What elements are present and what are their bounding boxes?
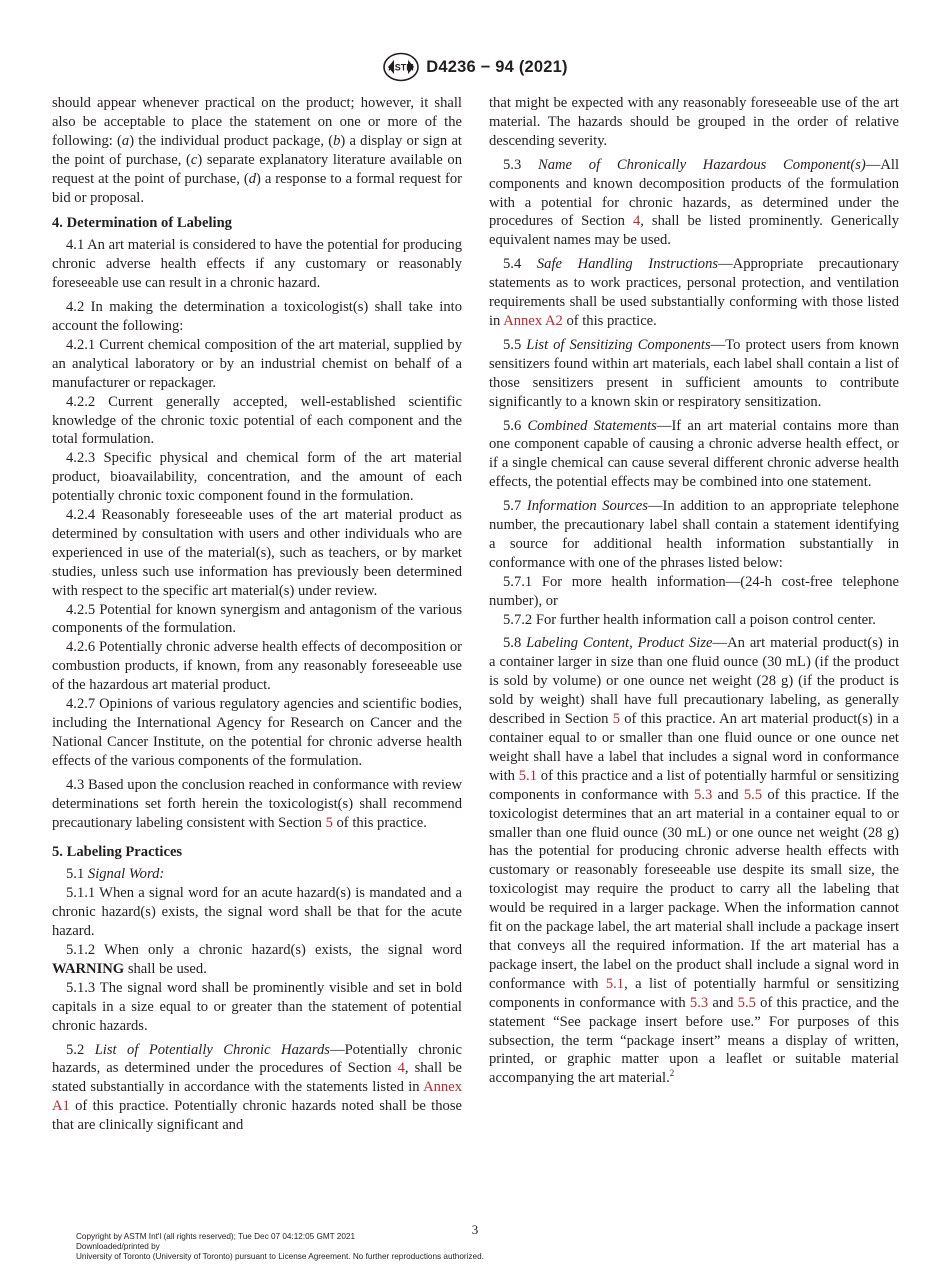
paragraph-5-1: 5.1 Signal Word: [66, 866, 165, 883]
svg-text:ASTM: ASTM [388, 62, 415, 73]
cross-reference-link[interactable]: 5.1 [518, 767, 537, 784]
page-header [0, 52, 950, 82]
cross-reference-link[interactable]: Annex A2 [503, 312, 563, 329]
continued-paragraph: that might be expected with any reasonably foreseeable use of the art material. The hazards should be grouped in the order of relative descending severity. [489, 95, 899, 149]
paragraph-5-2: 5.2 List of Potentially Chronic Hazards—Potentially chronic hazards, as determined under the procedures of Section 4, shall be stated substantially in accordance with the statements listed in Annex A1 of this practice. Potentially chronic hazards noted shall be those that are clinically significant and [52, 1041, 462, 1134]
cross-reference-link[interactable]: 5.5 [743, 786, 763, 803]
cross-reference-link[interactable]: Annex A1 [52, 1079, 462, 1115]
paragraph-4-2-5: 4.2.5 Potential for known synergism and antagonism of the various components of the formulation. [52, 601, 462, 637]
paragraph-5-4: 5.4 Safe Handling Instructions—Appropriate precautionary statements as to work practices, personal protection, and ventilation requirements shall be used substantially conforming with those listed in Annex A2 of this practice. [489, 256, 899, 329]
paragraph-4-2-3: 4.2.3 Specific physical and chemical form of the art material product, bioavailability, concentration, and the amount of each potentially chronic toxic component found in the formulation. [52, 450, 462, 505]
paragraph-5-7-1: 5.7.1 For more health information—(24-h cost-free telephone number), or [489, 573, 899, 609]
cross-reference-link[interactable]: 5.3 [694, 786, 713, 803]
cross-reference-link[interactable]: 4 [632, 213, 641, 230]
page-number: 3 [471, 1222, 479, 1237]
astm-logo-icon [382, 52, 420, 82]
cross-reference-link[interactable]: 5 [325, 814, 333, 831]
footnote-marker: 2 [669, 1068, 675, 1079]
paragraph-4-2-7: 4.2.7 Opinions of various regulatory agencies and scientific bodies, including the International Agency for Research on Cancer and the National Cancer Institute, on the potential for chronic adverse health effects of the various components of the formulation. [52, 696, 462, 769]
paragraph-4-2-4: 4.2.4 Reasonably foreseeable uses of the art material product as determined by consultation with users and other individuals who are experienced in use of the material(s), such as teachers, or by market studies, unless such use information has previously been determined with respect to the specific art material(s) under review. [52, 507, 462, 599]
paragraph-5-7: 5.7 Information Sources—In addition to an appropriate telephone number, the precautionary label shall contain a statement identifying a source for additional health information substantially in conformance with one of the phrases listed below: [489, 498, 900, 571]
left-column [52, 94, 462, 1135]
section-5-heading: 5. Labeling Practices [52, 844, 183, 861]
right-column [489, 94, 899, 1088]
footer-line-1: Copyright by ASTM Int'l (all rights reserved); Tue Dec 07 04:12:05 GMT 2021 [76, 1232, 356, 1241]
paragraph-5-1-2: 5.1.2 When only a chronic hazard(s) exists, the signal word WARNING shall be used. [52, 941, 462, 977]
footer-line-2: Downloaded/printed by [76, 1242, 160, 1251]
paragraph-5-1-1: 5.1.1 When a signal word for an acute hazard(s) is mandated and a chronic hazard(s) exists, the signal word shall be that for the acute hazard. [52, 885, 462, 940]
cross-reference-link[interactable]: 5 [612, 711, 620, 728]
paragraph-5-7-2: 5.7.2 For further health information call a poison control center. [503, 611, 876, 628]
paragraph-5-5: 5.5 List of Sensitizing Components—To protect users from known sensitizers found within art materials, each label shall contain a list of those sensitizers present in sufficient amounts to contribute significantly to a known skin or respiratory sensitization. [489, 336, 900, 410]
paragraph-5-8: 5.8 Labeling Content, Product Size—An art material product(s) in a container larger in size than one fluid ounce (30 mL) (if the product is sold by volume) or one ounce net weight (28 g) (if the product is sold by weight) shall have full precautionary labeling, as generally described in Section 5 of this practice. An art material product(s) in a container equal to or smaller than one fluid ounce or one ounce net weight shall have a label that includes a signal word in conformance with 5.1 of this practice and a list of potentially harmful or sensitizing components in conformance with 5.3 and 5.5 of this practice. If the toxicologist determines that an art material in a container equal to or smaller than one fluid ounce (30 mL) or one ounce net weight (28 g) has the potential for producing chronic adverse health effects with customary or reasonably foreseeable use despite its small size, the toxicologist may require the product to carry all the labeling that would be required in a larger package. When the information cannot fit on the package label, the art material shall include a package insert that conveys all the required information. If the art material has a package insert, the label on the product shall include a signal word in conformance with 5.1, a list of potentially harmful or sensitizing components in conformance with 5.3 and 5.5 of this practice, and the statement “See package insert before use.” For purposes of this subsection, the term “package insert” means a display of written, printed, or graphic matter upon a leaflet or suitable material accompanying the art material.$^2$ [489, 635, 899, 1087]
cross-reference-link[interactable]: 5.3 [689, 994, 709, 1011]
document-id: D4236 − 94 (2021) [426, 57, 568, 76]
paragraph-4-2-6: 4.2.6 Potentially chronic adverse health effects of decomposition or combustion products, if known, from any reasonably foreseeable use of the hazardous art material product. [52, 639, 462, 694]
cross-reference-link[interactable]: 4 [397, 1060, 405, 1077]
cross-reference-link[interactable]: 5.1 [605, 975, 625, 992]
intro-paragraph: should appear whenever practical on the product; however, it shall also be acceptable to place the statement on one or more of the following: (a) the individual product package, (b) a display or sign at the point of purchase, (c) separate explanatory literature available on request at the point of purchase, (d) a response to a formal request for bid or proposal. [52, 95, 463, 206]
paragraph-4-2-1: 4.2.1 Current chemical composition of the art material, supplied by an analytical laboratory or by an industrial chemist on behalf of a manufacturer or repackager. [52, 336, 462, 391]
paragraph-5-3: 5.3 Name of Chronically Hazardous Component(s)—All components and known decomposition products of the formulation with a potential for chronic hazards, as determined under the procedures of Section 4, shall be listed prominently. Generically equivalent names may be used. [489, 156, 899, 249]
paragraph-5-1-3: 5.1.3 The signal word shall be prominently visible and set in bold capitals in a size equal to or greater than the statement of potential chronic hazards. [52, 979, 462, 1034]
paragraph-4-2-2: 4.2.2 Current generally accepted, well-established scientific knowledge of the chronic toxic potential of each component and the total formulation. [52, 393, 462, 448]
cross-reference-link[interactable]: 5.5 [737, 994, 756, 1011]
copyright-footer [76, 1232, 484, 1262]
paragraph-5-6: 5.6 Combined Statements—If an art material contains more than one component capable of causing a chronic adverse health effect, or if a single chemical can cause several different chronic adverse health effects, the potential effects may be combined into one statement. [489, 417, 899, 491]
footer-line-3: University of Toronto (University of Toronto) pursuant to License Agreement. No further reproductions authorized. [76, 1252, 484, 1261]
paragraph-4-3: 4.3 Based upon the conclusion reached in conformance with review determinations set forth herein the toxicologist(s) shall recommend precautionary labeling consistent with Section 5 of this practice. [52, 776, 462, 831]
paragraph-4-1: 4.1 An art material is considered to have the potential for producing chronic adverse health effects if any customary or reasonably foreseeable use can result in a chronic hazard. [52, 237, 462, 292]
paragraph-4-2: 4.2 In making the determination a toxicologist(s) shall take into account the following: [52, 299, 462, 334]
section-4-heading: 4. Determination of Labeling [52, 215, 232, 232]
